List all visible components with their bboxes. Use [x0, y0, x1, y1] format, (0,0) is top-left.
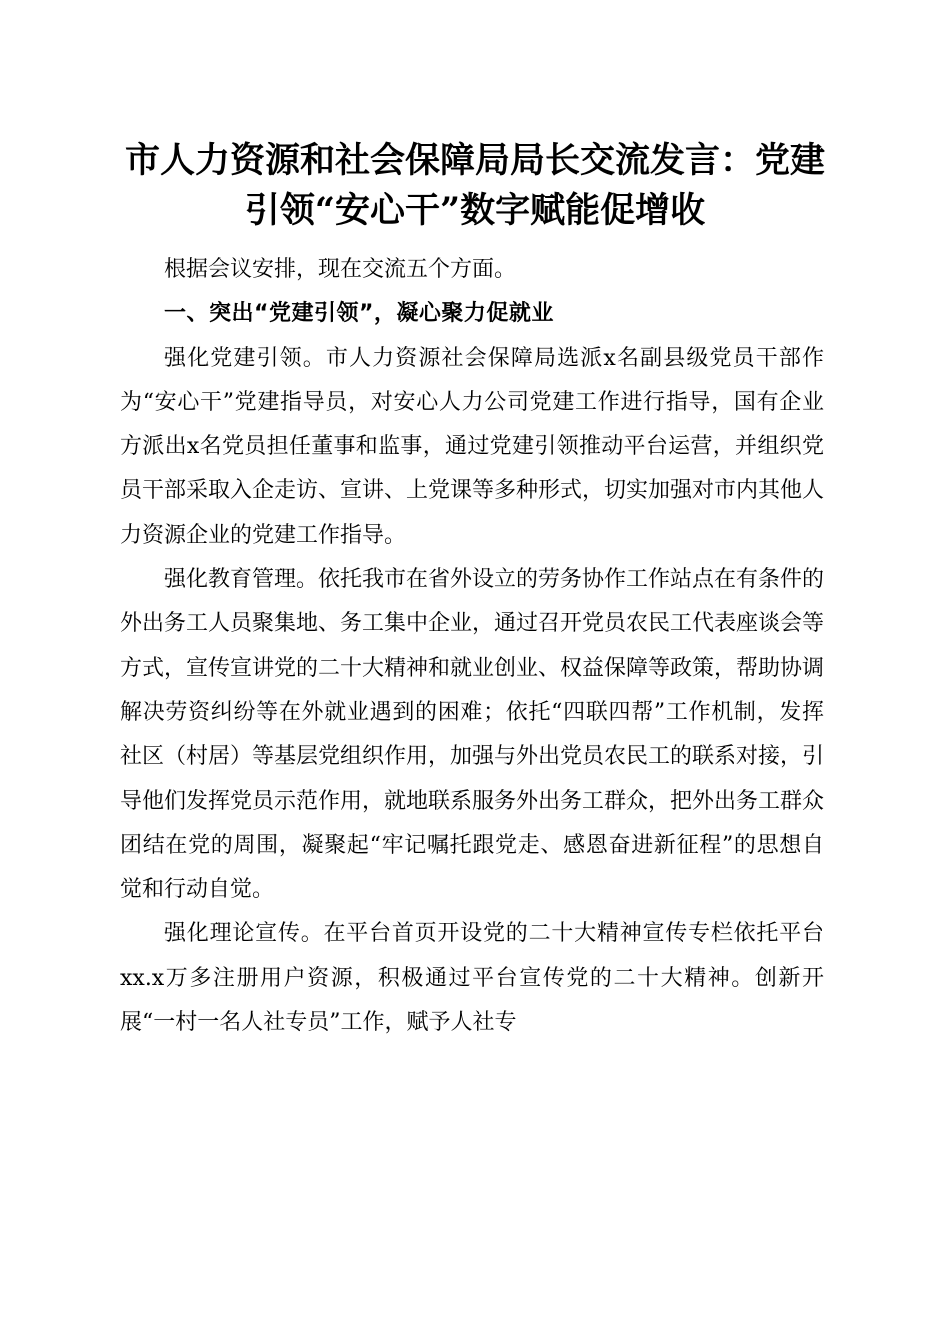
paragraph-theory-promotion: 强化理论宣传。在平台首页开设党的二十大精神宣传专栏依托平台xx.x万多注册用户资源，积极通过平台宣传党的二十大精神。创新开展“一村一名人社专员”工作，赋予人社专: [120, 921, 824, 1036]
document-body: [120, 248, 824, 1045]
document-title: [100, 136, 850, 236]
paragraph-party-leadership: 强化党建引领。市人力资源社会保障局选派x名副县级党员干部作为“安心干”党建指导员，对安心人力公司党建工作进行指导，国有企业方派出x名党员担任董事和监事，通过党建引领推动平台运营，并组织党员干部采取入企走访、宣讲、上党课等多种形式，切实加强对市内其他人力资源企业的党建工作指导。: [120, 345, 825, 548]
section-heading-1: 一、突出“党建引领”，凝心聚力促就业: [164, 301, 554, 327]
intro-paragraph: 根据会议安排，现在交流五个方面。: [164, 257, 517, 282]
paragraph-education-management: 强化教育管理。依托我市在省外设立的劳务协作工作站点在有条件的外出务工人员聚集地、务工集中企业，通过召开党员农民工代表座谈会等方式，宣传宣讲党的二十大精神和就业创业、权益保障等政策，帮助协调解决劳资纠纷等在外就业遇到的困难；依托“四联四帮”工作机制，发挥社区（村居）等基层党组织作用，加强与外出党员农民工的联系对接，引导他们发挥党员示范作用，就地联系服务外出务工群众，把外出务工群众团结在党的周围，凝聚起“牢记嘱托跟党走、感恩奋进新征程”的思想自觉和行动自觉。: [120, 567, 825, 903]
title-line-2: 引领“安心干”数字赋能促增收: [244, 190, 706, 231]
title-line-1: 市人力资源和社会保障局局长交流发言：党建: [124, 140, 825, 181]
